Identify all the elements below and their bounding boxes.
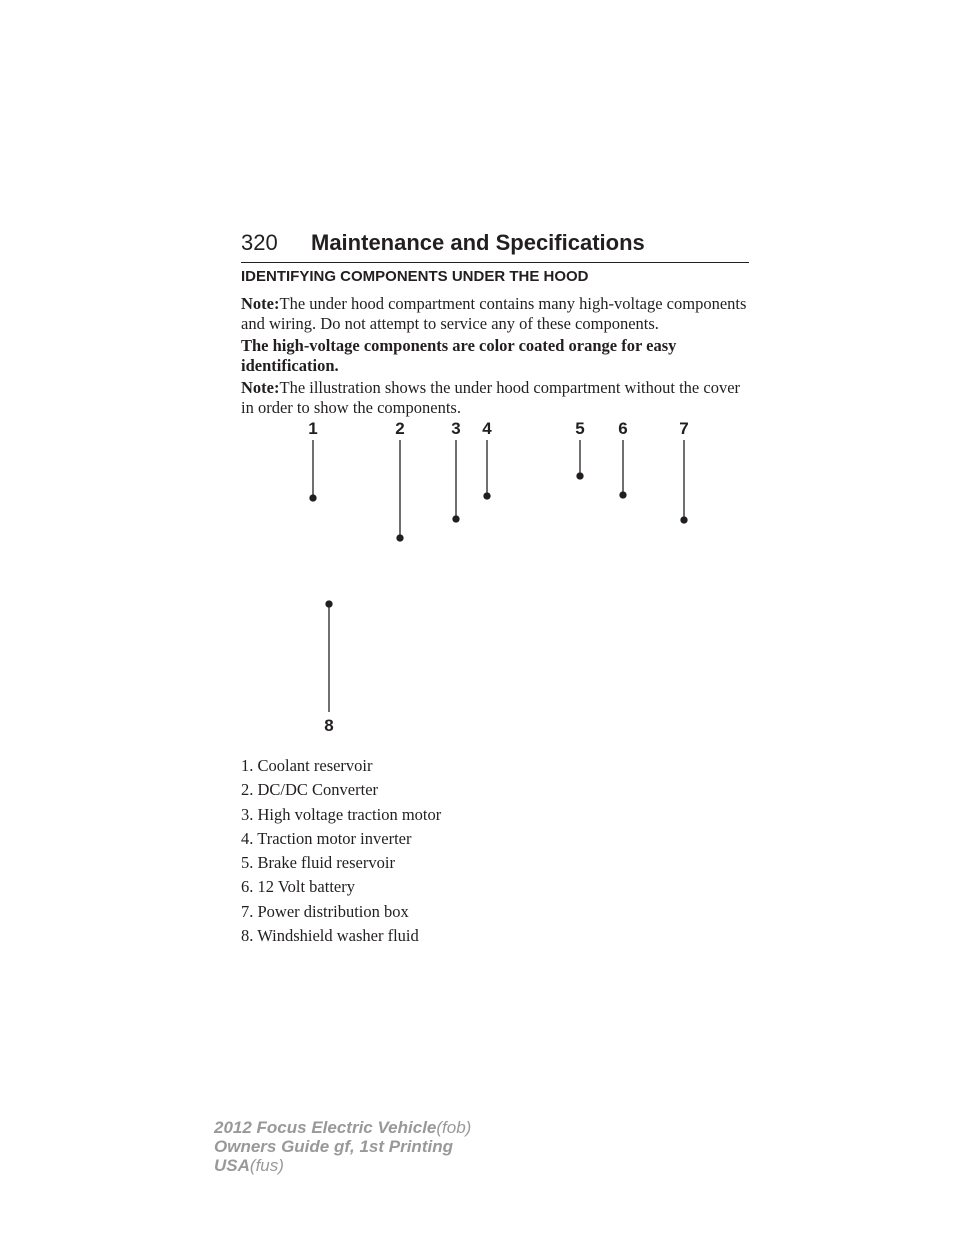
page-number: 320 [241,230,278,255]
note-label: Note: [241,378,280,397]
footer-line-2: Owners Guide gf, 1st Printing [214,1137,453,1156]
component-legend [241,756,441,950]
callout-label-8: 8 [324,716,334,735]
footer-line-1 [214,1118,471,1137]
print-footer [214,1118,471,1175]
callout-dot-8 [326,601,332,607]
callout-label-5: 5 [575,419,585,438]
callout-label-4: 4 [482,419,492,438]
note-text: The illustration shows the under hood compartment without the cover in order to show the components. [241,378,741,417]
callout-dot-5 [577,473,583,479]
callout-dot-3 [453,516,459,522]
footer-code: (fus) [249,1156,284,1175]
section-title: Maintenance and Specifications [311,230,645,255]
legend-item: 1. Coolant reservoir [241,756,373,775]
callout-label-3: 3 [451,419,461,438]
legend-item: 6. 12 Volt battery [241,877,355,897]
legend-item: 3. High voltage traction motor [241,804,442,824]
legend-item: 5. Brake fluid reservoir [241,853,395,873]
callout-dot-6 [620,492,626,498]
legend-item: 4. Traction motor inverter [241,828,412,848]
callout-label-1: 1 [308,419,318,438]
callout-dot-1 [310,495,316,501]
legend-item: 7. Power distribution box [241,901,409,921]
callout-dot-4 [484,493,490,499]
footer-vehicle: 2012 Focus Electric Vehicle [214,1118,437,1137]
note-text: The under hood compartment contains many high-voltage components and wiring. Do not attempt to service any of these components. [241,294,747,333]
warning-paragraph: The high-voltage components are color coated orange for easy identification. [241,336,677,375]
legend-item: 8. Windshield washer fluid [241,926,419,946]
footer-market: USA [214,1156,250,1175]
footer-line-3 [214,1156,471,1175]
callout-label-6: 6 [618,419,628,438]
callout-label-7: 7 [679,419,689,438]
note-label: Note: [241,294,280,313]
footer-code: (fob) [436,1118,472,1137]
callout-dot-2 [397,535,403,541]
callout-label-2: 2 [395,419,405,438]
section-heading: IDENTIFYING COMPONENTS UNDER THE HOOD [241,268,589,285]
callout-dot-7 [681,517,687,523]
legend-item: 2. DC/DC Converter [241,780,379,800]
